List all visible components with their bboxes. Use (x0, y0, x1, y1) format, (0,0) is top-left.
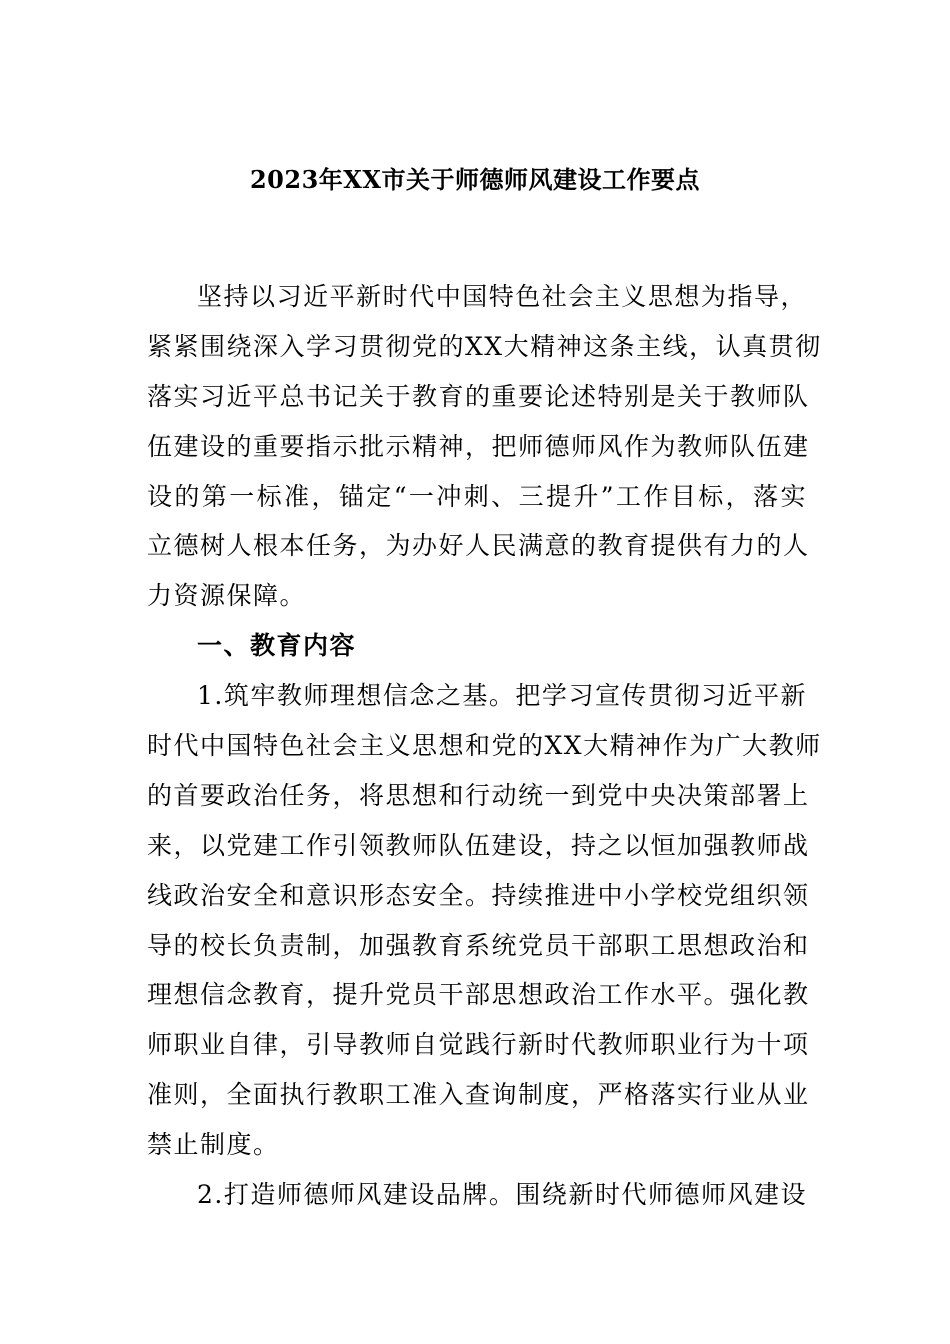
document-title: 2023年XX市关于师德师风建设工作要点 (249, 165, 701, 194)
paragraph-line: 导的校长负责制，加强教育系统党员干部职工思想政治和 (147, 930, 810, 960)
paragraph-line: 师职业自律，引导教师自觉践行新时代教师职业行为十项 (147, 1030, 810, 1060)
paragraph-line: 准则，全面执行教职工准入查询制度，严格落实行业从业 (147, 1080, 810, 1110)
paragraph-line: 线政治安全和意识形态安全。持续推进中小学校党组织领 (147, 880, 810, 910)
paragraph-line: 禁止制度。 (147, 1130, 280, 1160)
paragraph-line: 1.筑牢教师理想信念之基。把学习宣传贯彻习近平新 (197, 681, 807, 711)
paragraph-line: 力资源保障。 (147, 581, 307, 611)
paragraph-line: 理想信念教育，提升党员干部思想政治工作水平。强化教 (147, 980, 810, 1010)
paragraph-line: 的首要政治任务，将思想和行动统一到党中央决策部署上 (147, 780, 810, 810)
paragraph-line: 坚持以习近平新时代中国特色社会主义思想为指导， (197, 282, 807, 311)
paragraph-line: 伍建设的重要指示批示精神，把师德师风作为教师队伍建 (147, 431, 810, 461)
paragraph-line: 时代中国特色社会主义思想和党的XX大精神作为广大教师 (147, 731, 822, 761)
paragraph-line: 设的第一标准，锚定“一冲刺、三提升”工作目标，落实 (147, 481, 807, 511)
paragraph-line: 落实习近平总书记关于教育的重要论述特别是关于教师队 (147, 381, 810, 411)
section-heading: 一、教育内容 (197, 631, 357, 661)
paragraph-line: 紧紧围绕深入学习贯彻党的XX大精神这条主线，认真贯彻 (147, 331, 822, 361)
paragraph-line: 2.打造师德师风建设品牌。围绕新时代师德师风建设 (197, 1180, 807, 1210)
document-body (147, 272, 822, 1220)
paragraph-line: 来，以党建工作引领教师队伍建设，持之以恒加强教师战 (147, 830, 810, 860)
paragraph-line: 立德树人根本任务，为办好人民满意的教育提供有力的人 (147, 531, 810, 561)
